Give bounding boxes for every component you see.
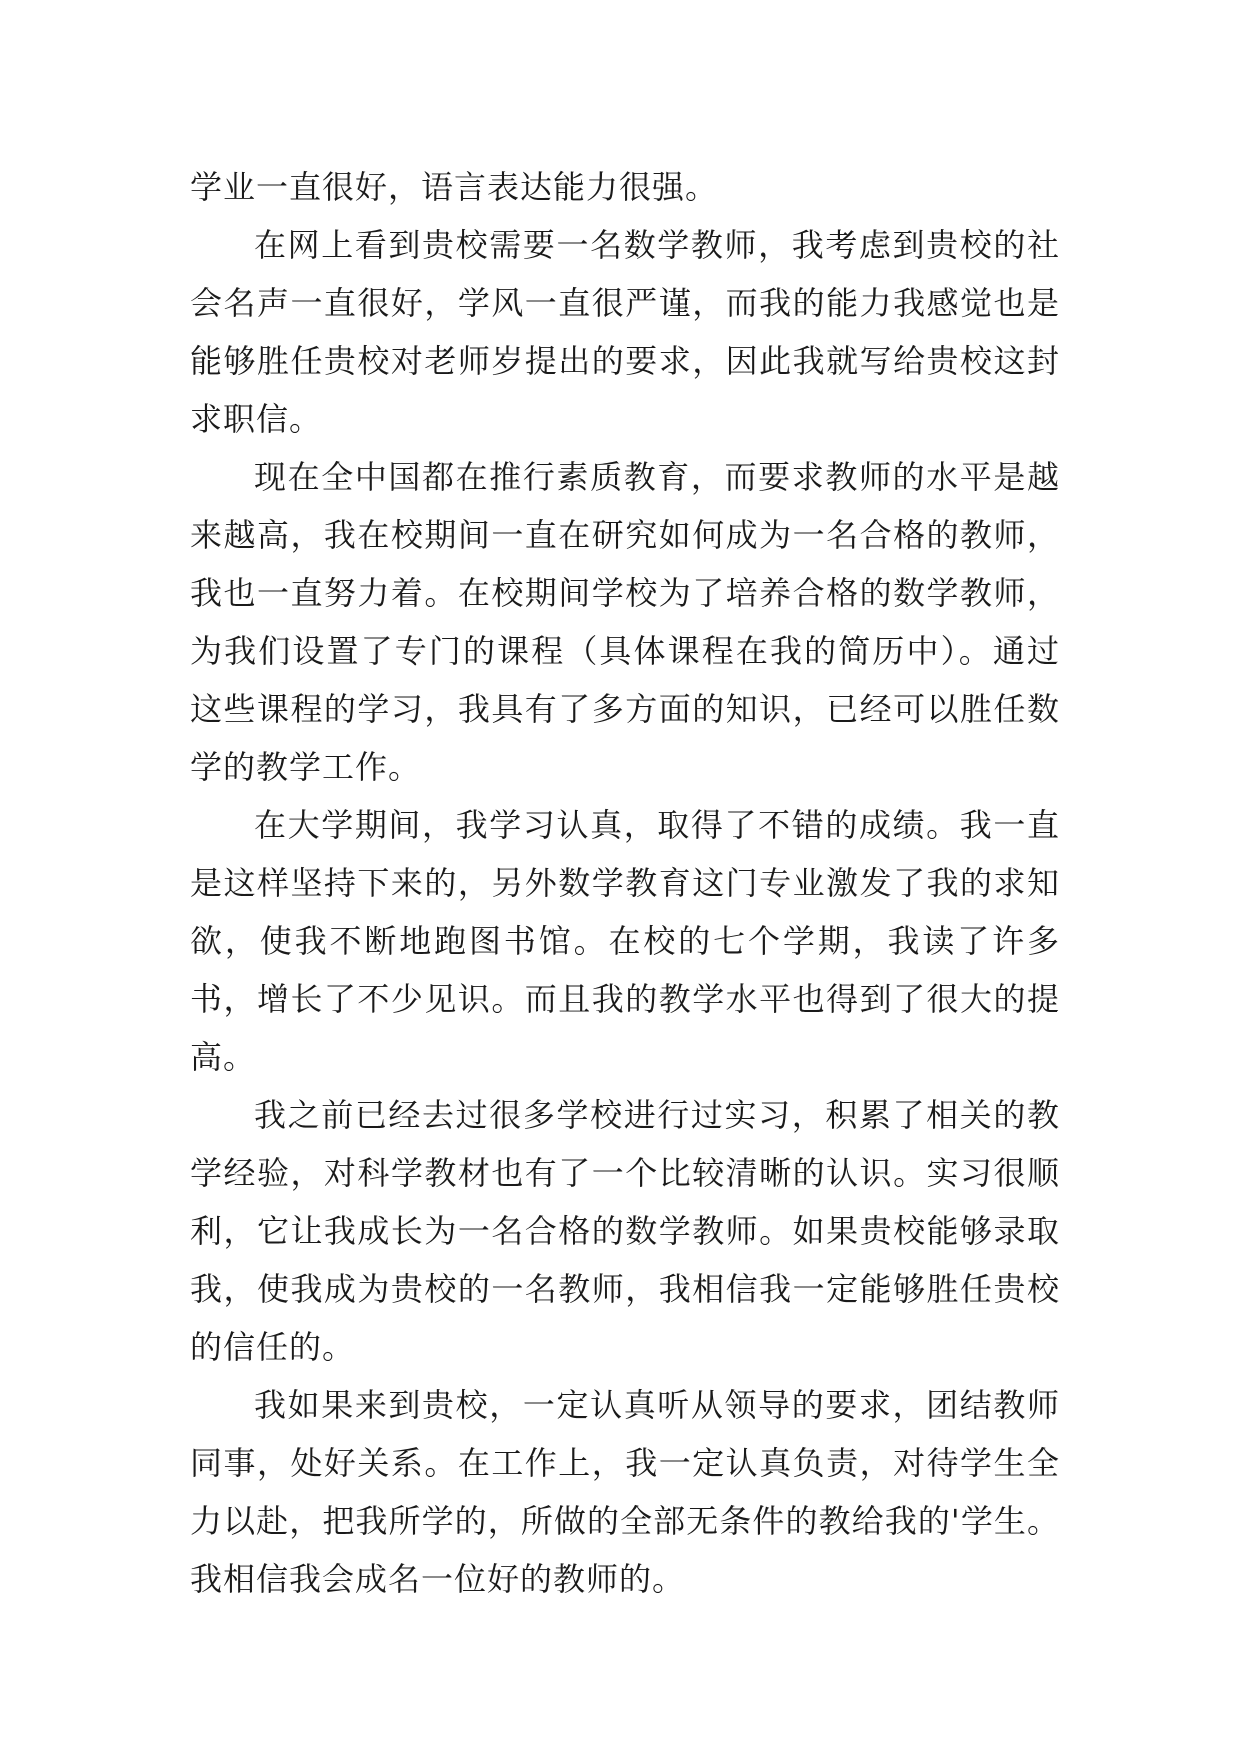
letter-body [190, 158, 1060, 1608]
paragraph-4: 在大学期间，我学习认真，取得了不错的成绩。我一直是这样坚持下来的，另外数学教育这门专业激发了我的求知欲，使我不断地跑图书馆。在校的七个学期，我读了许多书，增长了不少见识。而且我的教学水平也得到了很大的提高。 [190, 806, 1060, 1076]
paragraph-3: 现在全中国都在推行素质教育，而要求教师的水平是越来越高，我在校期间一直在研究如何成为一名合格的教师，我也一直努力着。在校期间学校为了培养合格的数学教师，为我们设置了专门的课程（具体课程在我的简历中）。通过这些课程的学习，我具有了多方面的知识，已经可以胜任数学的教学工作。 [190, 458, 1060, 786]
paragraph-6: 我如果来到贵校，一定认真听从领导的要求，团结教师同事，处好关系。在工作上，我一定认真负责，对待学生全力以赴，把我所学的，所做的全部无条件的教给我的'学生。我相信我会成名一位好的教师的。 [190, 1386, 1060, 1598]
paragraph-5: 我之前已经去过很多学校进行过实习，积累了相关的教学经验，对科学教材也有了一个比较清晰的认识。实习很顺利，它让我成长为一名合格的数学教师。如果贵校能够录取我，使我成为贵校的一名教师，我相信我一定能够胜任贵校的信任的。 [190, 1096, 1060, 1366]
paragraph-1: 学业一直很好，语言表达能力很强。 [190, 168, 719, 206]
paragraph-2: 在网上看到贵校需要一名数学教师，我考虑到贵校的社会名声一直很好，学风一直很严谨，而我的能力我感觉也是能够胜任贵校对老师岁提出的要求，因此我就写给贵校这封求职信。 [190, 226, 1060, 438]
